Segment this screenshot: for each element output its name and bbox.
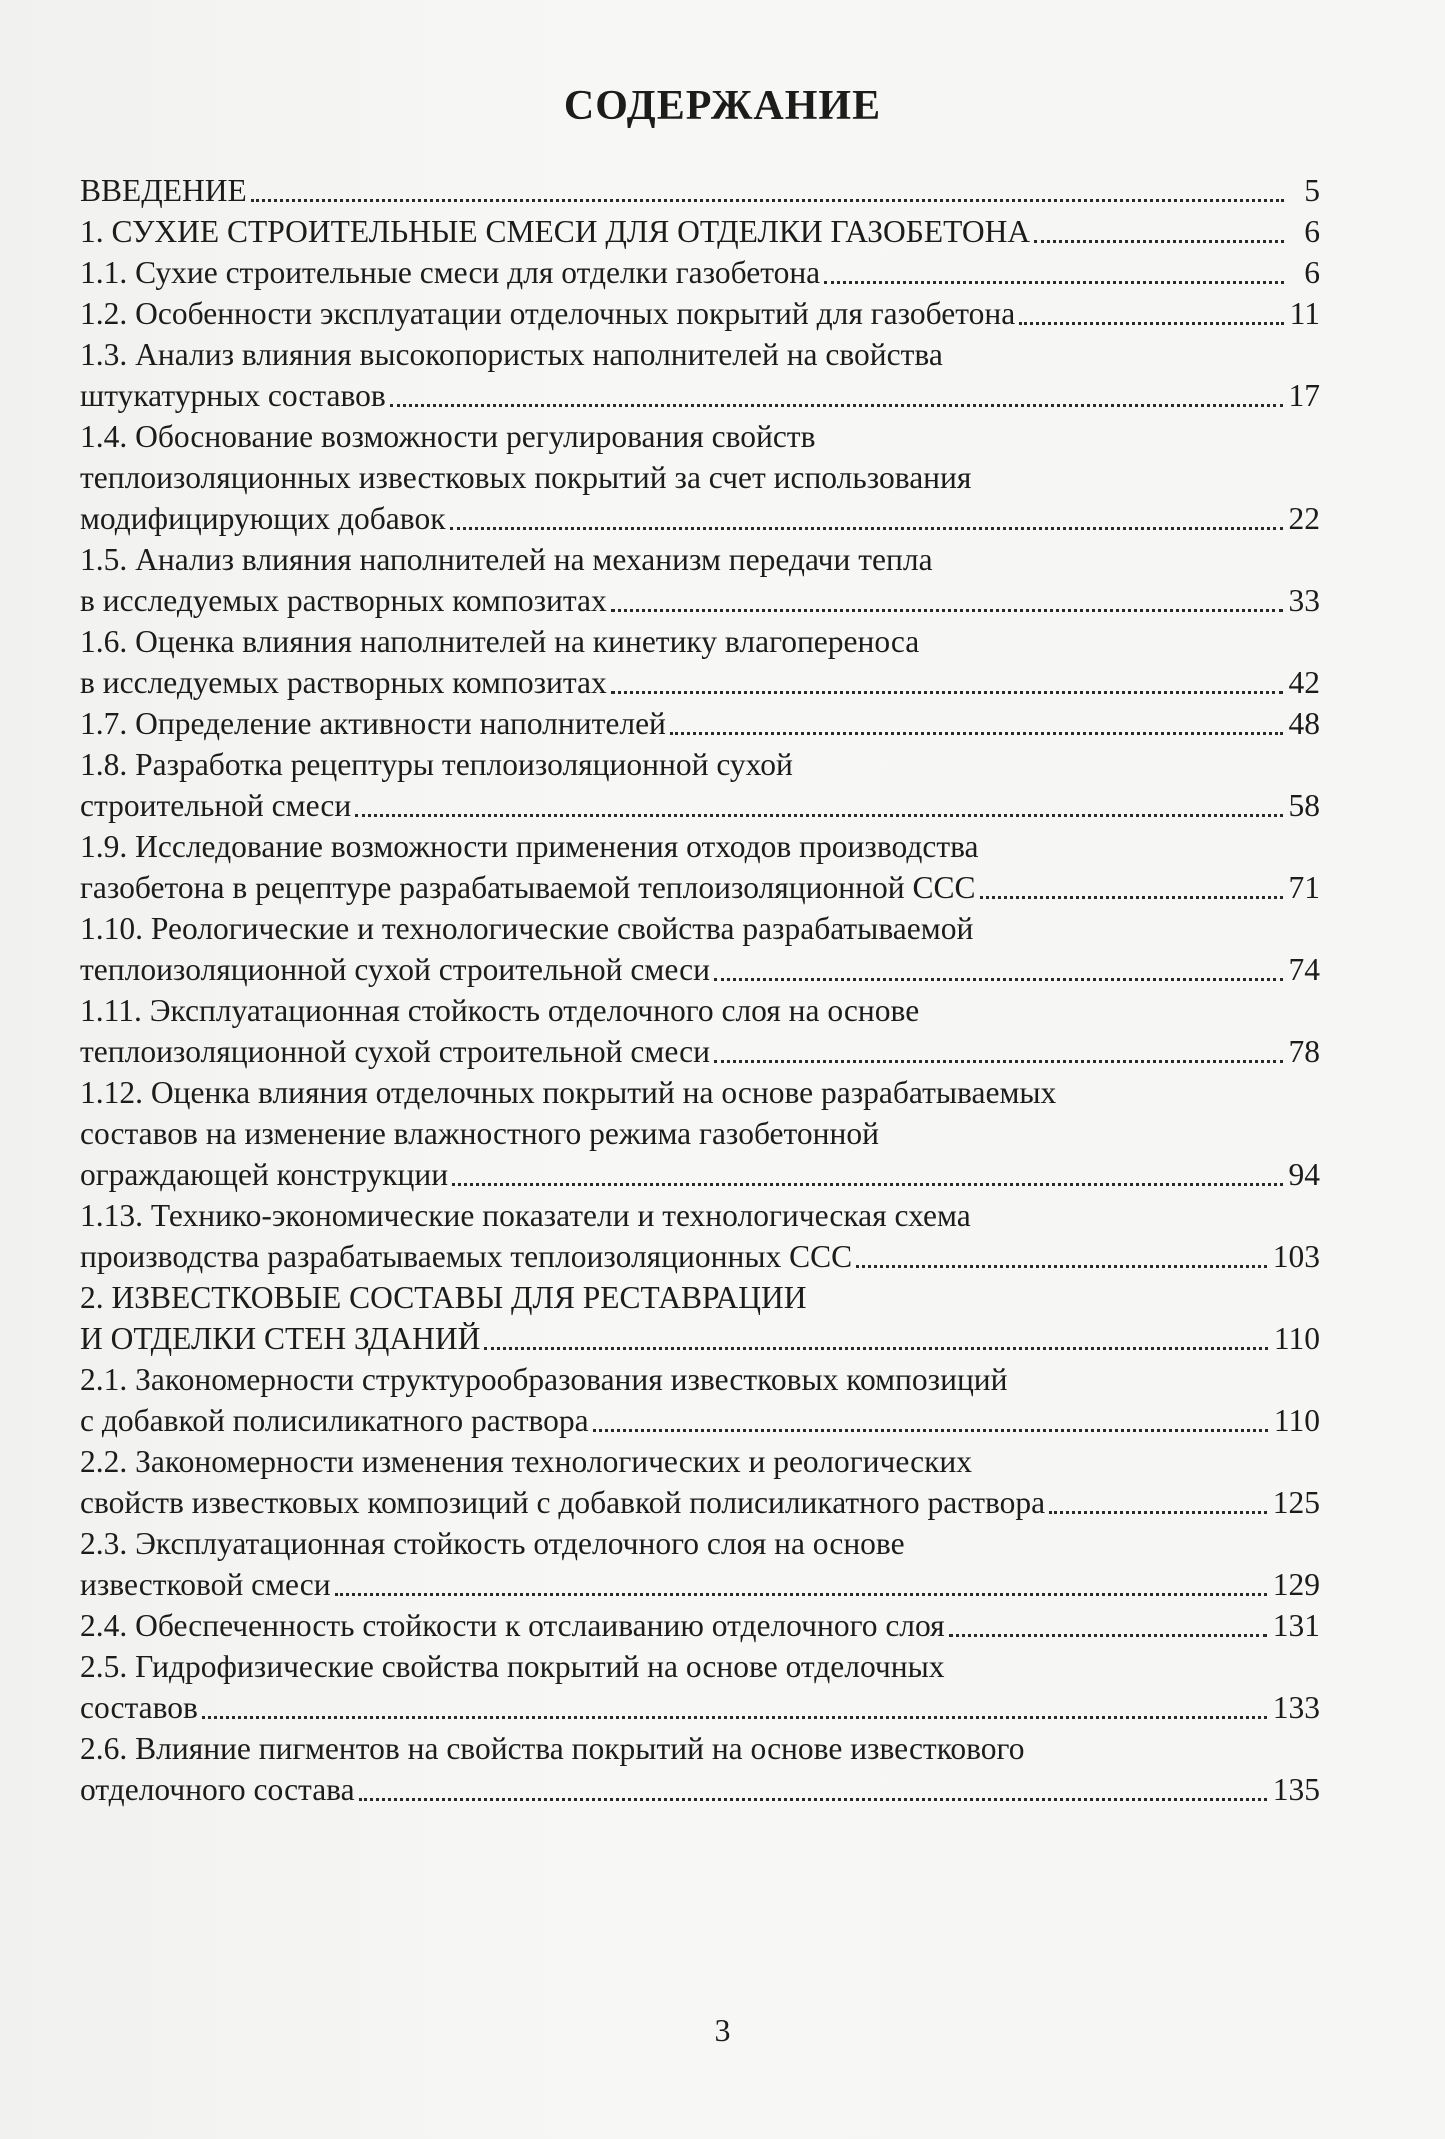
toc-page-number: 22 xyxy=(1288,501,1320,536)
toc-entry-text-line: 1.6. Оценка влияния наполнителей на кинетику влагопереноса xyxy=(80,624,920,659)
toc-entry-row xyxy=(80,1564,1320,1605)
toc-page-number: 103 xyxy=(1272,1239,1320,1274)
toc-page-number: 58 xyxy=(1288,788,1320,823)
toc-entry-row xyxy=(80,703,1320,744)
toc-entry-row xyxy=(80,1031,1320,1072)
toc-entry-row xyxy=(80,293,1320,334)
toc-entry-text-line: 1.13. Технико-экономические показатели и технологическая схема xyxy=(80,1198,971,1233)
dot-leader xyxy=(670,732,1283,735)
toc-page-number: 74 xyxy=(1288,952,1320,987)
toc-entry-text-line: 2. ИЗВЕСТКОВЫЕ СОСТАВЫ ДЛЯ РЕСТАВРАЦИИ xyxy=(80,1280,807,1315)
dot-leader xyxy=(824,281,1284,284)
toc-entry-text-line: 1.10. Реологические и технологические свойства разрабатываемой xyxy=(80,911,974,946)
toc-entry-text: в исследуемых растворных композитах xyxy=(80,665,607,700)
toc-page-number: 6 xyxy=(1304,255,1320,290)
toc-entry-text: И ОТДЕЛКИ СТЕН ЗДАНИЙ xyxy=(80,1321,481,1356)
toc-entry-text: модифицирующих добавок xyxy=(80,501,446,536)
toc-page-number: 110 xyxy=(1273,1403,1320,1438)
toc-entry xyxy=(80,252,1320,293)
toc-entry-text: с добавкой полисиликатного раствора xyxy=(80,1403,589,1438)
toc-entry-text-line: 2.3. Эксплуатационная стойкость отделочного слоя на основе xyxy=(80,1526,905,1561)
dot-leader xyxy=(714,978,1283,981)
dot-leader xyxy=(390,404,1283,407)
toc-entry-row xyxy=(80,580,1320,621)
toc-entry-text: 1.1. Сухие строительные смеси для отделки газобетона xyxy=(80,255,821,290)
toc-entry-row xyxy=(80,170,1320,211)
dot-leader xyxy=(714,1060,1283,1063)
toc-page-number: 42 xyxy=(1288,665,1320,700)
toc-page-number: 129 xyxy=(1272,1567,1320,1602)
table-of-contents xyxy=(80,170,1320,1810)
toc-entry-text-line: теплоизоляционных известковых покрытий за счет использования xyxy=(80,460,972,495)
dot-leader xyxy=(949,1634,1267,1637)
toc-entry-text-line: 2.1. Закономерности структурообразования известковых композиций xyxy=(80,1362,1008,1397)
dot-leader xyxy=(1034,240,1284,243)
toc-entry-text: газобетона в рецептуре разрабатываемой теплоизоляционной ССС xyxy=(80,870,976,905)
toc-entry-text-line: 2.5. Гидрофизические свойства покрытий на основе отделочных xyxy=(80,1649,945,1684)
dot-leader xyxy=(980,896,1283,899)
toc-entry-text: 1.7. Определение активности наполнителей xyxy=(80,706,666,741)
dot-leader xyxy=(484,1347,1268,1350)
toc-page-number: 11 xyxy=(1289,296,1320,331)
toc-entry-text: в исследуемых растворных композитах xyxy=(80,583,607,618)
toc-entry-text: составов xyxy=(80,1690,198,1725)
toc-entry xyxy=(80,1605,1320,1646)
toc-entry xyxy=(80,1728,1320,1810)
toc-entry-text: свойств известковых композиций с добавкой полисиликатного раствора xyxy=(80,1485,1046,1520)
toc-entry-text-line: 1.5. Анализ влияния наполнителей на механизм передачи тепла xyxy=(80,542,933,577)
dot-leader xyxy=(856,1265,1267,1268)
dot-leader xyxy=(611,691,1283,694)
toc-entry-text: ВВЕДЕНИЕ xyxy=(80,173,247,208)
toc-entry-text: 2.4. Обеспеченность стойкости к отслаиванию отделочного слоя xyxy=(80,1608,945,1643)
toc-entry-row xyxy=(80,1605,1320,1646)
toc-entry-text: штукатурных составов xyxy=(80,378,386,413)
toc-entry-row xyxy=(80,1318,1320,1359)
toc-entry-text-line: 1.8. Разработка рецептуры теплоизоляционной сухой xyxy=(80,747,793,782)
toc-entry-text: строительной смеси xyxy=(80,788,352,823)
toc-entry xyxy=(80,539,1320,621)
toc-entry-row xyxy=(80,498,1320,539)
toc-page-number: 33 xyxy=(1288,583,1320,618)
dot-leader xyxy=(452,1183,1282,1186)
toc-entry xyxy=(80,1195,1320,1277)
toc-entry xyxy=(80,293,1320,334)
toc-entry-row xyxy=(80,1400,1320,1441)
toc-entry-row xyxy=(80,1154,1320,1195)
page-number: 3 xyxy=(714,2012,731,2048)
dot-leader xyxy=(1049,1511,1267,1514)
toc-entry-text: теплоизоляционной сухой строительной смеси xyxy=(80,1034,710,1069)
toc-entry xyxy=(80,1523,1320,1605)
toc-entry xyxy=(80,703,1320,744)
toc-page-number: 71 xyxy=(1288,870,1320,905)
toc-entry-text: отделочного состава xyxy=(80,1772,355,1807)
dot-leader xyxy=(335,1593,1267,1596)
toc-entry xyxy=(80,1072,1320,1195)
toc-entry xyxy=(80,1646,1320,1728)
toc-page-number: 125 xyxy=(1272,1485,1320,1520)
dot-leader xyxy=(1019,322,1283,325)
toc-entry-text: теплоизоляционной сухой строительной смеси xyxy=(80,952,710,987)
toc-page-number: 48 xyxy=(1288,706,1320,741)
dot-leader xyxy=(593,1429,1268,1432)
dot-leader xyxy=(359,1798,1267,1801)
toc-page-number: 110 xyxy=(1273,1321,1320,1356)
toc-page-number: 6 xyxy=(1304,214,1320,249)
toc-entry-text-line: 1.9. Исследование возможности применения отходов производства xyxy=(80,829,979,864)
dot-leader xyxy=(251,199,1284,202)
toc-page-number: 135 xyxy=(1272,1772,1320,1807)
toc-entry-row xyxy=(80,785,1320,826)
dot-leader xyxy=(611,609,1283,612)
toc-entry xyxy=(80,1277,1320,1359)
toc-entry-text: ограждающей конструкции xyxy=(80,1157,449,1192)
toc-entry xyxy=(80,416,1320,539)
toc-page-number: 5 xyxy=(1304,173,1320,208)
toc-entry-row xyxy=(80,211,1320,252)
toc-entry-row xyxy=(80,949,1320,990)
toc-entry-text-line: 1.12. Оценка влияния отделочных покрытий на основе разрабатываемых xyxy=(80,1075,1057,1110)
toc-entry-text-line: 1.11. Эксплуатационная стойкость отделочного слоя на основе xyxy=(80,993,920,1028)
toc-entry xyxy=(80,621,1320,703)
page-title: СОДЕРЖАНИЕ xyxy=(563,83,882,129)
dot-leader xyxy=(355,814,1282,817)
toc-entry-text-line: 2.2. Закономерности изменения технологических и реологических xyxy=(80,1444,973,1479)
toc-entry xyxy=(80,1359,1320,1441)
toc-entry-row xyxy=(80,252,1320,293)
dot-leader xyxy=(450,527,1283,530)
toc-entry-row xyxy=(80,1236,1320,1277)
toc-page-number: 78 xyxy=(1288,1034,1320,1069)
toc-entry xyxy=(80,1441,1320,1523)
toc-entry-row xyxy=(80,1769,1320,1810)
toc-entry-text: 1. СУХИЕ СТРОИТЕЛЬНЫЕ СМЕСИ ДЛЯ ОТДЕЛКИ ГАЗОБЕТОНА xyxy=(80,214,1031,249)
toc-entry-text-line: 1.4. Обоснование возможности регулирования свойств xyxy=(80,419,816,454)
toc-entry-text-line: 1.3. Анализ влияния высокопористых наполнителей на свойства xyxy=(80,337,943,372)
toc-entry xyxy=(80,826,1320,908)
toc-entry-text: производства разрабатываемых теплоизоляционных ССС xyxy=(80,1239,853,1274)
toc-entry-text-line: составов на изменение влажностного режима газобетонной xyxy=(80,1116,879,1151)
toc-page-number: 131 xyxy=(1272,1608,1320,1643)
toc-entry xyxy=(80,334,1320,416)
toc-entry xyxy=(80,908,1320,990)
toc-entry xyxy=(80,990,1320,1072)
toc-page-number: 133 xyxy=(1272,1690,1320,1725)
toc-page-number: 94 xyxy=(1288,1157,1320,1192)
toc-entry-text: известковой смеси xyxy=(80,1567,331,1602)
toc-entry xyxy=(80,744,1320,826)
toc-page-number: 17 xyxy=(1288,378,1320,413)
toc-entry-row xyxy=(80,1482,1320,1523)
toc-entry-row xyxy=(80,1687,1320,1728)
toc-entry xyxy=(80,170,1320,211)
toc-entry-row xyxy=(80,662,1320,703)
dot-leader xyxy=(202,1716,1267,1719)
toc-entry-text: 1.2. Особенности эксплуатации отделочных покрытий для газобетона xyxy=(80,296,1016,331)
toc-entry-row xyxy=(80,867,1320,908)
toc-entry xyxy=(80,211,1320,252)
toc-entry-row xyxy=(80,375,1320,416)
toc-entry-text-line: 2.6. Влияние пигментов на свойства покрытий на основе известкового xyxy=(80,1731,1025,1766)
